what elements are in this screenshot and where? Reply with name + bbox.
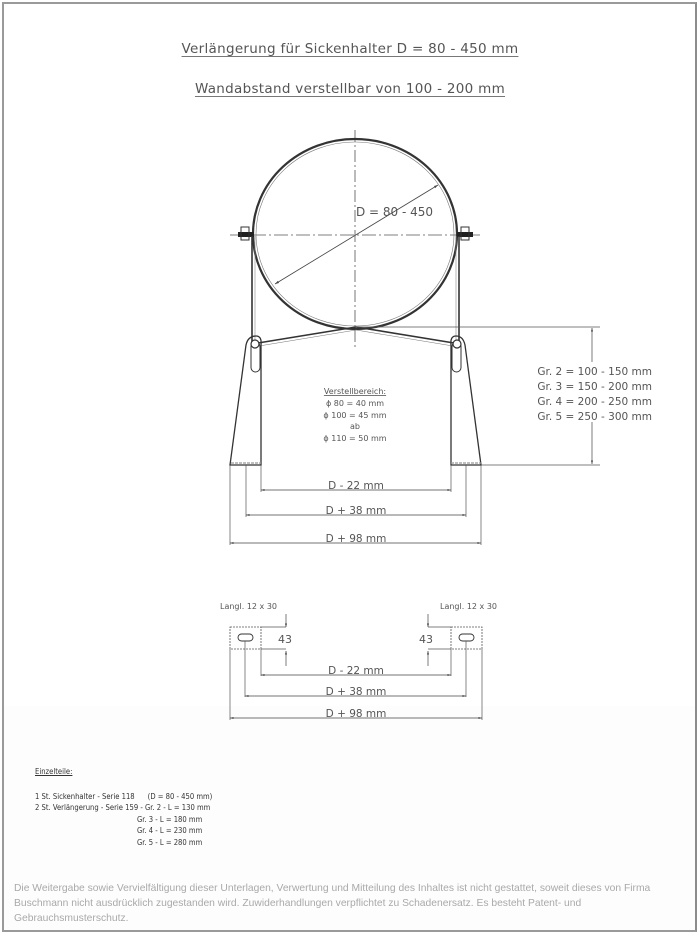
size-label: Gr. 2 = 100 - 150 mm xyxy=(537,366,652,378)
dim-label: D + 98 mm xyxy=(325,708,387,720)
dim-label: D + 98 mm xyxy=(325,533,387,545)
right-extension-bracket xyxy=(451,336,481,465)
parts-heading: Einzelteile: xyxy=(35,767,73,776)
right-slot-icon xyxy=(459,634,474,641)
bottom-view xyxy=(220,602,497,720)
parts-row: Gr. 3 - L = 180 mm xyxy=(35,814,203,824)
adjustment-line: ɸ 110 = 50 mm xyxy=(323,434,387,443)
parts-row: 2 St. Verlängerung - Serie 159 - Gr. 2 - L = 130 mm xyxy=(35,803,211,813)
dim-label: D - 22 mm xyxy=(328,480,384,492)
left-extension-bracket xyxy=(230,336,261,465)
adjustment-line: ɸ 100 = 45 mm xyxy=(323,411,387,420)
diameter-arrow xyxy=(275,185,438,284)
parts-row: Gr. 4 - L = 230 mm xyxy=(35,826,203,836)
diameter-label: D = 80 - 450 xyxy=(356,205,434,219)
dim-label: D + 38 mm xyxy=(325,505,387,517)
size-label: Gr. 4 = 200 - 250 mm xyxy=(537,396,652,408)
width-label-right: 43 xyxy=(419,633,433,646)
front-view xyxy=(230,130,656,545)
copyright-notice: Die Weitergabe sowie Vervielfältigung dieser Unterlagen, Verwertung und Mitteilung des Inhaltes ist nicht gestattet, soweit dieses von Firma Buschmann nicht ausdrücklich zugestanden wird. Zuwiderhandlungen verpflichtet zu Schadenersatz. Es besteht Patent- und Gebrauchsmusterschutz. xyxy=(14,883,651,925)
dim-label: D - 22 mm xyxy=(328,665,384,677)
size-label: Gr. 3 = 150 - 200 mm xyxy=(537,381,652,393)
parts-list xyxy=(35,766,212,849)
dim-label: D + 38 mm xyxy=(325,686,387,698)
slot-label-right: Langl. 12 x 30 xyxy=(440,602,497,611)
width-label-left: 43 xyxy=(278,633,292,646)
adjustment-line: ab xyxy=(350,422,360,431)
left-slot-icon xyxy=(238,634,253,641)
size-label: Gr. 5 = 250 - 300 mm xyxy=(537,411,652,423)
adjustment-heading: Verstellbereich: xyxy=(323,387,387,396)
drawing-subtitle-text: Wandabstand verstellbar von 100 - 200 mm xyxy=(194,81,506,97)
parts-row: 1 St. Sickenhalter - Serie 118 (D = 80 - 450 mm) xyxy=(35,791,213,801)
slot-label-left: Langl. 12 x 30 xyxy=(220,602,277,611)
drawing-title-text: Verlängerung für Sickenhalter D = 80 - 450 mm xyxy=(181,41,519,57)
parts-row: Gr. 5 - L = 280 mm xyxy=(35,837,203,847)
adjustment-line: ɸ 80 = 40 mm xyxy=(325,399,385,408)
